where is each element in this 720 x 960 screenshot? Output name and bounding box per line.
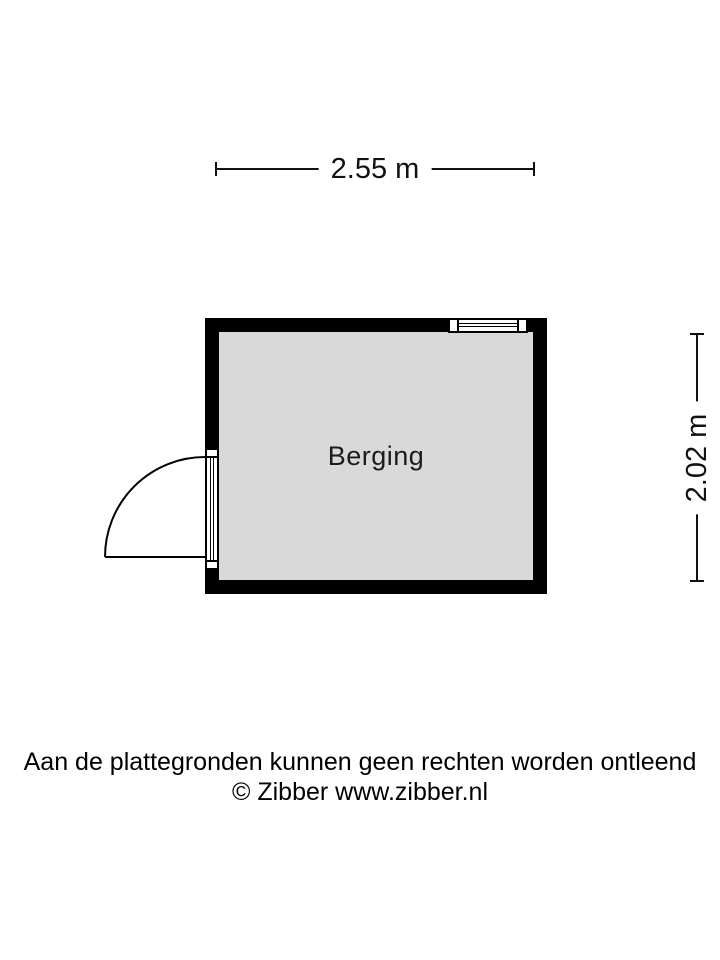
door-swing-icon	[100, 450, 212, 562]
dimension-height-label: 2.02 m	[681, 401, 713, 514]
footer-disclaimer: Aan de plattegronden kunnen geen rechten worden ontleend	[23, 748, 697, 776]
window-symbol	[448, 318, 528, 333]
footer	[0, 747, 720, 807]
dimension-width-tick-left	[215, 162, 217, 176]
room-label: Berging	[327, 440, 425, 471]
dimension-width-tick-right	[533, 162, 535, 176]
room-berging	[219, 332, 533, 580]
dimension-width-label: 2.55 m	[319, 153, 432, 185]
dimension-height	[681, 333, 713, 582]
window-frame-left	[448, 318, 459, 333]
dimension-height-tick-bottom	[690, 580, 704, 582]
window-pane	[458, 318, 518, 333]
dimension-width	[215, 153, 535, 185]
door-swing-arc	[105, 457, 205, 557]
footer-copyright: © Zibber www.zibber.nl	[231, 778, 489, 806]
window-frame-right	[517, 318, 528, 333]
floorplan-walls	[205, 318, 547, 594]
dimension-height-tick-top	[690, 333, 704, 335]
